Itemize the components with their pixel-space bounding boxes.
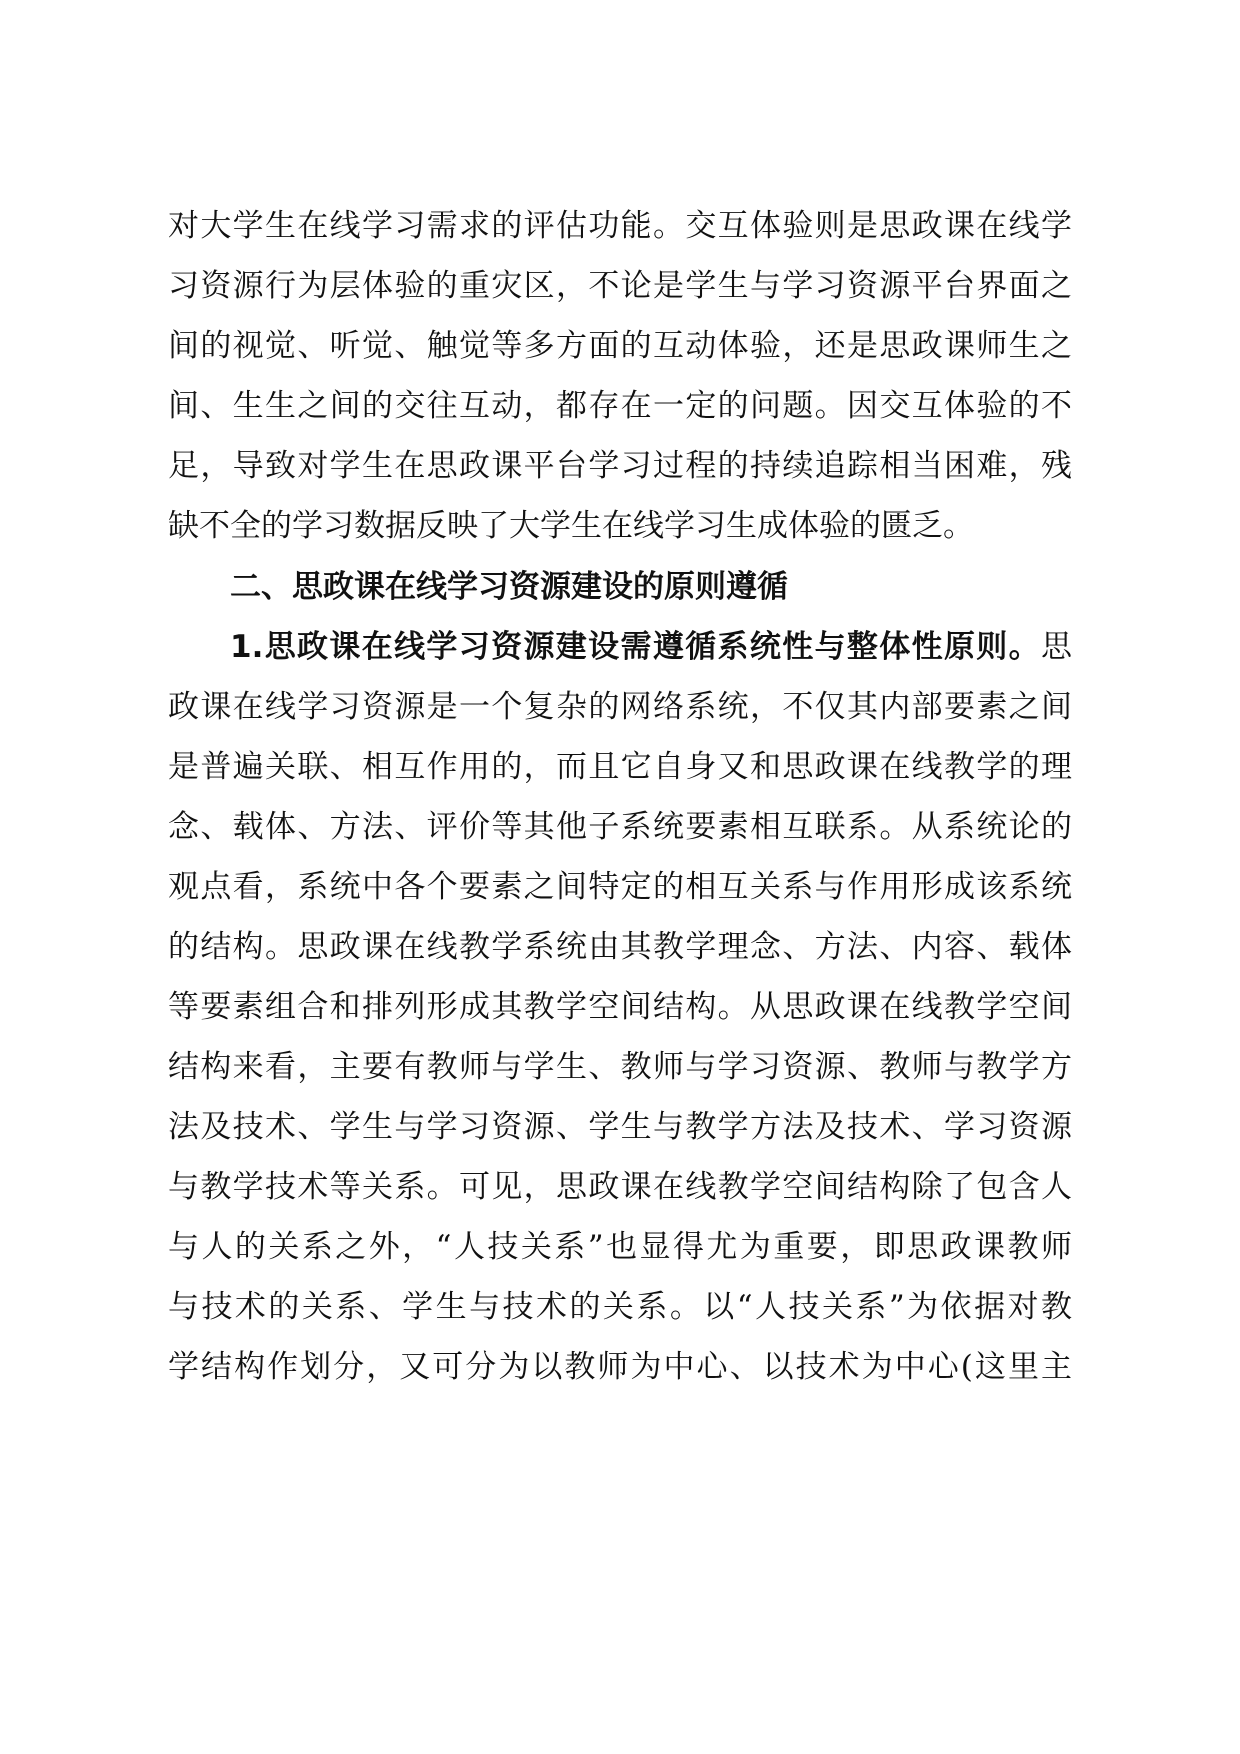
paragraph-line: 间、生生之间的交往互动，都存在一定的问题。因交互体验的不 bbox=[168, 388, 1072, 424]
document-page bbox=[168, 0, 1072, 1754]
paragraph-first-line bbox=[230, 617, 1072, 677]
paragraph-line: 缺不全的学习数据反映了大学生在线学习生成体验的匮乏。 bbox=[168, 508, 974, 544]
paragraph-line: 政课在线学习资源是一个复杂的网络系统，不仅其内部要素之间 bbox=[168, 689, 1072, 725]
paragraph-line: 足，导致对学生在思政课平台学习过程的持续追踪相当困难，残 bbox=[168, 448, 1072, 484]
paragraph-line: 念、载体、方法、评价等其他子系统要素相互联系。从系统论的 bbox=[168, 809, 1072, 845]
paragraph-line: 结构来看，主要有教师与学生、教师与学习资源、教师与教学方 bbox=[168, 1049, 1072, 1085]
principle-title: 1.思政课在线学习资源建设需遵循系统性与整体性原则。 bbox=[230, 629, 1041, 665]
paragraph-line: 与教学技术等关系。可见，思政课在线教学空间结构除了包含人 bbox=[168, 1169, 1072, 1205]
section-heading: 二、思政课在线学习资源建设的原则遵循 bbox=[230, 569, 788, 605]
paragraph-line: 学结构作划分，又可分为以教师为中心、以技术为中心(这里主 bbox=[168, 1349, 1072, 1385]
paragraph-line: 对大学生在线学习需求的评估功能。交互体验则是思政课在线学 bbox=[168, 208, 1072, 244]
paragraph-line: 与人的关系之外，“人技关系”也显得尤为重要，即思政课教师 bbox=[168, 1229, 1072, 1265]
paragraph-first-line-rest: 思 bbox=[1041, 629, 1072, 665]
paragraph-line: 是普遍关联、相互作用的，而且它自身又和思政课在线教学的理 bbox=[168, 749, 1072, 785]
paragraph-line: 等要素组合和排列形成其教学空间结构。从思政课在线教学空间 bbox=[168, 989, 1072, 1025]
paragraph-line: 的结构。思政课在线教学系统由其教学理念、方法、内容、载体 bbox=[168, 929, 1072, 965]
paragraph-line: 法及技术、学生与学习资源、学生与教学方法及技术、学习资源 bbox=[168, 1109, 1072, 1145]
paragraph-line: 观点看，系统中各个要素之间特定的相互关系与作用形成该系统 bbox=[168, 869, 1072, 905]
paragraph-line: 与技术的关系、学生与技术的关系。以“人技关系”为依据对教 bbox=[168, 1289, 1072, 1325]
paragraph-line: 间的视觉、听觉、触觉等多方面的互动体验，还是思政课师生之 bbox=[168, 328, 1072, 364]
paragraph-line: 习资源行为层体验的重灾区，不论是学生与学习资源平台界面之 bbox=[168, 268, 1072, 304]
